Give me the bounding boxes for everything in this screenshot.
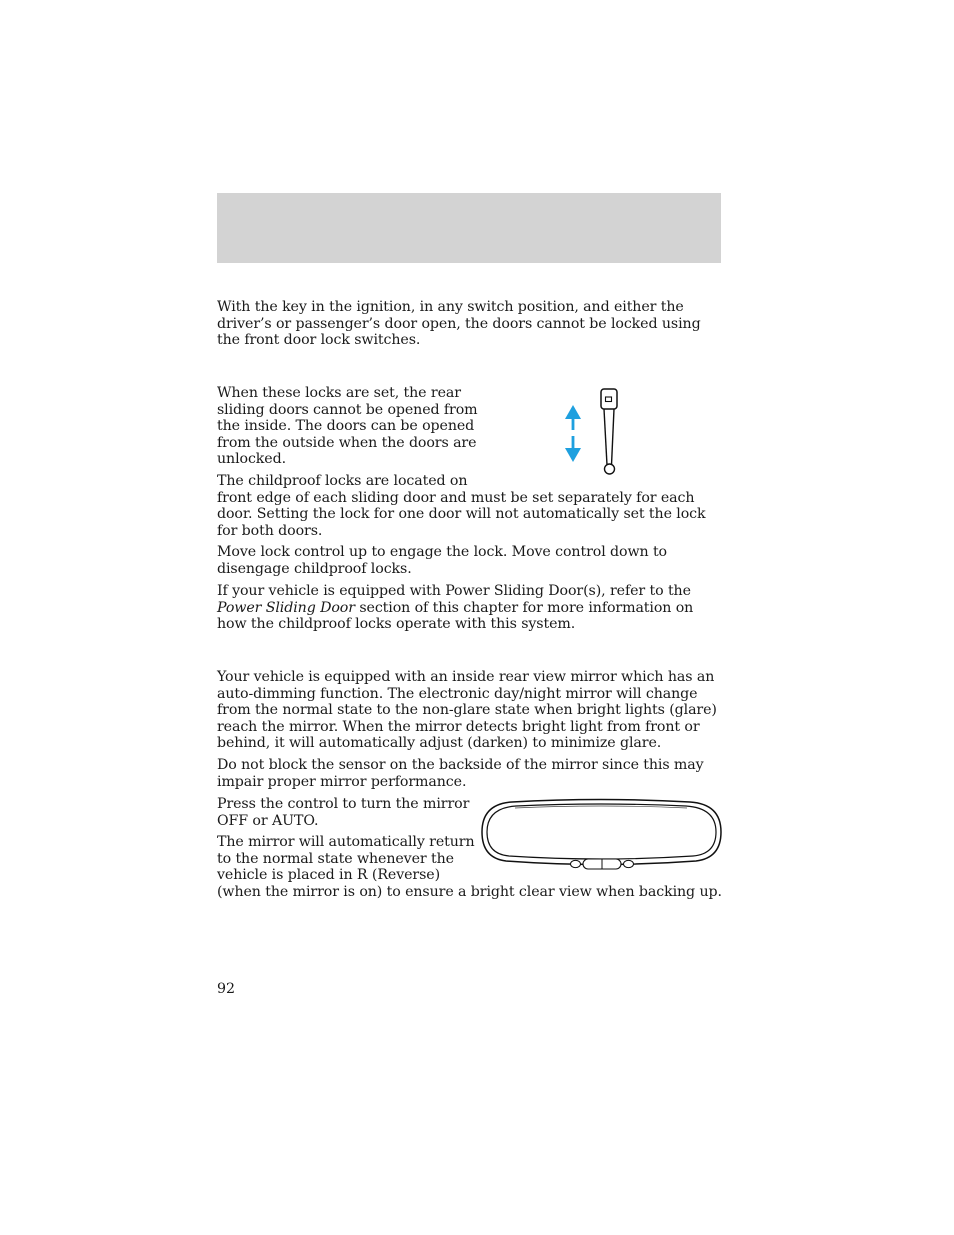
text-line: unlocked. <box>217 451 286 467</box>
text-line: The mirror will automatically return <box>217 834 475 850</box>
text-run: section of this chapter for more information on how the childproof locks operate with this system. <box>217 599 694 632</box>
paragraph-ignition-lock: With the key in the ignition, in any switch position, and either the driver’s or passenger’s door open, the doors cannot be locked using the front door lock switches. <box>217 299 701 348</box>
text-line: from the outside when the doors are <box>217 434 477 451</box>
rear-view-mirror-illustration <box>480 798 723 872</box>
paragraph-mirror-control <box>217 796 469 829</box>
text-line: When these locks are set, the rear <box>217 385 461 401</box>
text-line: (when the mirror is on) to ensure a bright clear view when backing up. <box>217 883 722 900</box>
text-block: front edge of each sliding door and must be set separately for each door. Setting the lock for one door will not automatically set the lock for both doors. <box>217 489 706 539</box>
paragraph-sensor-warning: Do not block the sensor on the backside of the mirror since this may impair proper mirror performance. <box>217 757 704 790</box>
page-number: 92 <box>217 981 236 997</box>
paragraph-move-lock-control: Move lock control up to engage the lock. Move control down to disengage childproof locks. <box>217 544 667 577</box>
text-line: The childproof locks are located on <box>217 473 468 489</box>
text-line: OFF or AUTO. <box>217 812 319 829</box>
text-line: Press the control to turn the mirror <box>217 796 470 812</box>
text-line: vehicle is placed in R (Reverse) <box>217 867 441 883</box>
italic-reference: Power Sliding Door <box>217 599 355 616</box>
paragraph-power-sliding-door <box>217 583 722 633</box>
text-run: If your vehicle is equipped with Power Sliding Door(s), refer to the <box>217 583 691 599</box>
childproof-lock-illustration <box>558 385 624 479</box>
paragraph-childproof-location <box>217 473 722 539</box>
paragraph-childproof-intro <box>217 385 478 468</box>
text-line: sliding doors cannot be opened from <box>217 401 478 418</box>
text-line: to the normal state whenever the <box>217 850 454 867</box>
section-header-band <box>217 193 721 263</box>
text-line: the inside. The doors can be opened <box>217 418 475 434</box>
up-down-arrow-icon <box>565 405 581 462</box>
paragraph-auto-dimming-mirror: Your vehicle is equipped with an inside rear view mirror which has an auto-dimming function. The electronic day/night mirror will change from the normal state to the non-glare state when bright lights (glare) reach the mirror. When the mirror detects bright light from front or behind, it will automatically adjust (darken) to minimize glare. <box>217 669 717 751</box>
